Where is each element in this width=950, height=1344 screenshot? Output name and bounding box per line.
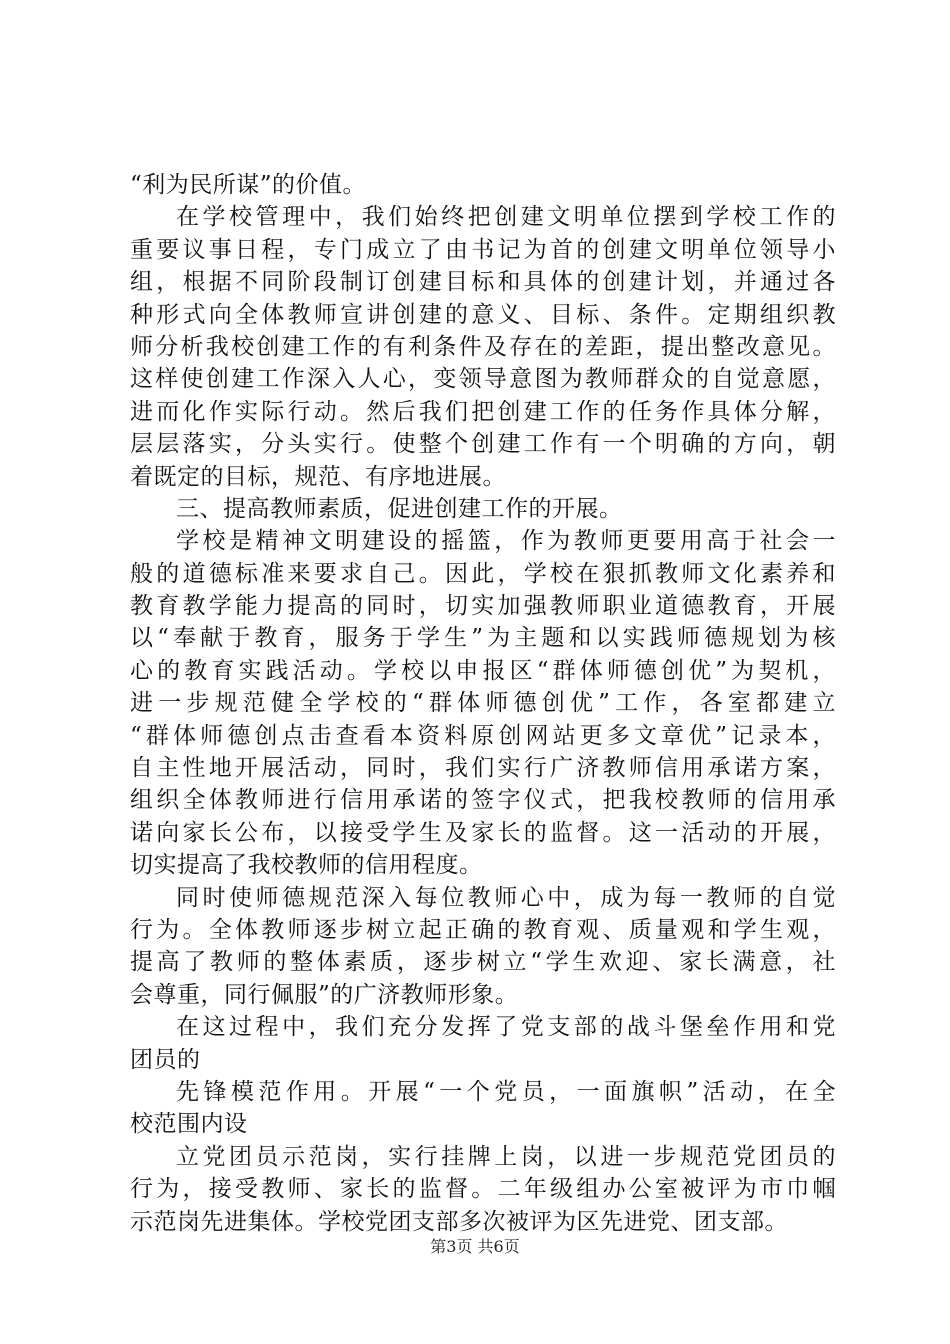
text-line: 这样使创建工作深入人心，变领导意图为教师群众的自觉意愿， — [130, 366, 836, 393]
text-line: 以“奉献于教育，服务于学生”为主题和以实践师德规划为核 — [130, 625, 836, 652]
paragraph — [130, 525, 836, 881]
paragraph — [130, 882, 836, 1012]
text-line: 教育教学能力提高的同时，切实加强教师职业道德教育，开展 — [130, 593, 836, 620]
text-line: 般的道德标准来要求自己。因此，学校在狠抓教师文化素养和 — [130, 560, 836, 587]
text-line: 行为。全体教师逐步树立起正确的教育观、质量观和学生观， — [130, 916, 836, 943]
text-line: 组织全体教师进行信用承诺的签字仪式，把我校教师的信用承 — [130, 787, 836, 814]
text-line: 着既定的目标，规范、有序地进展。 — [130, 463, 506, 490]
page-number-footer: 第3页 共6页 — [430, 1237, 520, 1256]
text-line: “群体师德创点击查看本资料原创网站更多文章优”记录本， — [130, 722, 836, 749]
text-line: 会尊重，同行佩服”的广济教师形象。 — [130, 981, 519, 1008]
text-line: 学校是精神文明建设的摇篮，作为教师更要用高于社会一 — [176, 528, 836, 555]
text-line: 同时使师德规范深入每位教师心中，成为每一教师的自觉 — [176, 884, 836, 911]
text-line: 自主性地开展活动，同时，我们实行广济教师信用承诺方案， — [130, 755, 836, 782]
text-line: “利为民所谋”的价值。 — [130, 172, 367, 198]
document-body — [130, 169, 836, 1238]
text-line: 切实提高了我校教师的信用程度。 — [130, 852, 483, 879]
text-line: 进而化作实际行动。然后我们把创建工作的任务作具体分解， — [130, 398, 836, 425]
text-line: 在这过程中，我们充分发挥了党支部的战斗堡垒作用和党 — [176, 1014, 836, 1041]
text-line: 提高了教师的整体素质，逐步树立“学生欢迎、家长满意，社 — [130, 949, 836, 976]
text-line: 团员的 — [130, 1046, 201, 1073]
paragraph — [130, 169, 836, 201]
text-line: 三、提高教师素质，促进创建工作的开展。 — [176, 495, 623, 522]
text-line: 心的教育实践活动。学校以申报区“群体师德创优”为契机， — [130, 657, 836, 684]
text-line: 在学校管理中，我们始终把创建文明单位摆到学校工作的 — [176, 204, 836, 231]
text-line: 层层落实，分头实行。使整个创建工作有一个明确的方向，朝 — [130, 431, 836, 458]
text-line: 诺向家长公布，以接受学生及家长的监督。这一活动的开展， — [130, 819, 836, 846]
text-line: 立党团员示范岗，实行挂牌上岗，以进一步规范党团员的 — [176, 1143, 836, 1170]
text-line: 师分析我校创建工作的有利条件及存在的差距，提出整改意见。 — [130, 333, 836, 360]
text-line: 组，根据不同阶段制订创建目标和具体的创建计划，并通过各 — [130, 269, 836, 296]
paragraph — [130, 1141, 836, 1238]
text-line: 示范岗先进集体。学校党团支部多次被评为区先进党、团支部。 — [130, 1208, 788, 1235]
text-line: 种形式向全体教师宣讲创建的意义、目标、条件。定期组织教 — [130, 301, 836, 328]
section-heading — [130, 493, 836, 525]
text-line: 行为，接受教师、家长的监督。二年级组办公室被评为市巾帼 — [130, 1176, 836, 1203]
paragraph — [130, 1076, 836, 1141]
text-line: 先锋模范作用。开展“一个党员，一面旗帜”活动，在全 — [176, 1078, 836, 1105]
text-line: 重要议事日程，专门成立了由书记为首的创建文明单位领导小 — [130, 236, 836, 263]
paragraph — [130, 1011, 836, 1076]
text-line: 校范围内设 — [130, 1111, 248, 1138]
paragraph — [130, 201, 836, 493]
text-line: 进一步规范健全学校的“群体师德创优”工作，各室都建立 — [130, 690, 836, 717]
